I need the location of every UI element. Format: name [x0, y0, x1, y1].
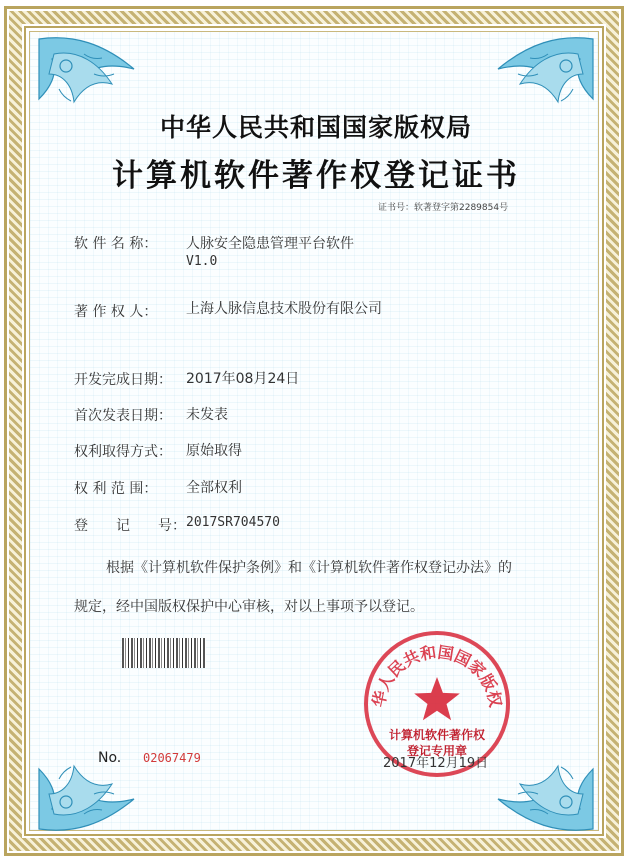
ornament-icon: [34, 744, 154, 834]
completion-date-value: 2017年08月24日: [186, 371, 300, 387]
copyright-owner-value: 上海人脉信息技术股份有限公司: [186, 301, 382, 317]
seal-inner-line-2: 登记专用章: [406, 744, 468, 758]
certificate-title: 计算机软件著作权登记证书: [112, 158, 520, 194]
star-icon: [414, 677, 460, 720]
registration-value: 2017SR704570: [186, 515, 280, 530]
seal-inner-line-1: 计算机软件著作权: [388, 728, 486, 742]
software-name-value: 人脉安全隐患管理平台软件: [186, 236, 354, 252]
scope-label: 权 利 范 围：: [74, 481, 158, 497]
acquisition-label: 权利取得方式：: [74, 444, 172, 460]
certificate-number: 证书号：软著登字第2289854号: [378, 203, 509, 213]
issue-date: 2017年12月19日: [383, 756, 489, 771]
issuing-authority-title: 中华人民共和国国家版权局: [159, 113, 472, 142]
first-publication-label: 首次发表日期：: [74, 408, 172, 424]
serial-number: 02067479: [143, 751, 201, 765]
copyright-owner-label: 著 作 权 人：: [74, 304, 158, 320]
software-version: V1.0: [186, 254, 218, 269]
acquisition-value: 原始取得: [186, 443, 242, 459]
registration-label: 登 记 号：: [74, 518, 186, 534]
barcode: [122, 638, 206, 668]
seal-outer-text: 华人民共和国国家版权: [368, 642, 506, 709]
corner-ornament-bottom-left: [34, 744, 154, 834]
first-publication-value: 未发表: [186, 407, 228, 423]
statement-line-1: 根据《计算机软件保护条例》和《计算机软件著作权登记办法》的: [106, 560, 512, 576]
scope-value: 全部权利: [186, 480, 242, 496]
serial-label: No.: [98, 750, 122, 766]
completion-date-label: 开发完成日期：: [74, 372, 172, 388]
software-name-label: 软 件 名 称：: [74, 236, 158, 252]
statement-line-2: 规定，经中国版权保护中心审核，对以上事项予以登记。: [74, 599, 424, 615]
